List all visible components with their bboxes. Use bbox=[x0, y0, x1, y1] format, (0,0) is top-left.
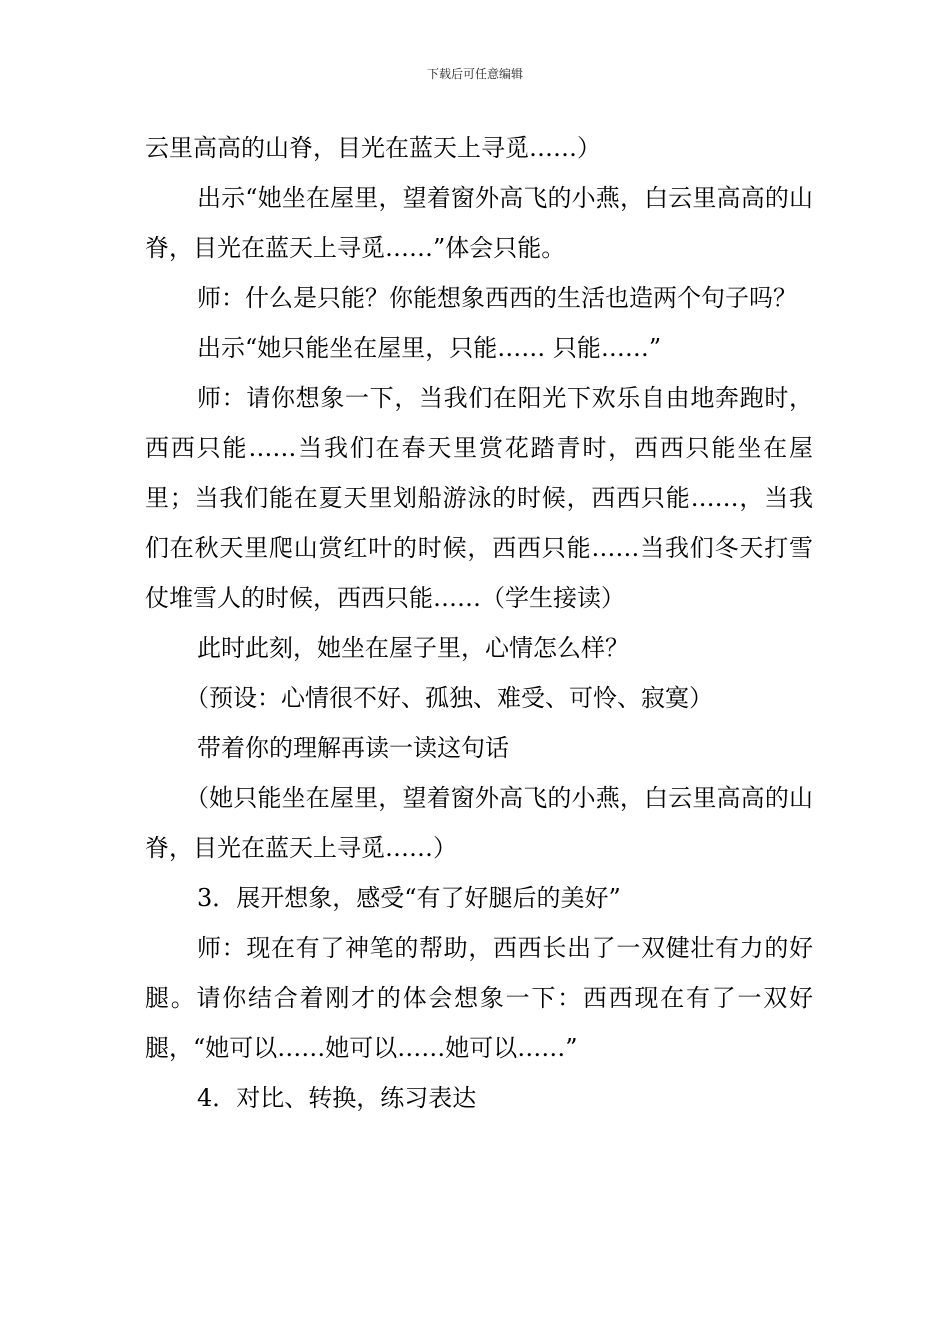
paragraph-reread-sentence: （她只能坐在屋里，望着窗外高飞的小燕，白云里高高的山脊，目光在蓝天上寻觅……） bbox=[145, 784, 813, 862]
paragraph-continuation: 云里高高的山脊，目光在蓝天上寻觅……） bbox=[145, 134, 601, 162]
document-body bbox=[145, 123, 813, 1123]
paragraph-teacher-imagine: 师：请你想象一下，当我们在阳光下欢乐自由地奔跑时，西西只能……当我们在春天里赏花踏青时，西西只能坐在屋里；当我们能在夏天里划船游泳的时候，西西只能……，当我们在秋天里爬山赏红叶的时候，西西只能……当我们冬天打雪仗堆雪人的时候，西西只能……（学生接读） bbox=[145, 384, 813, 612]
paragraph-preset-answer: （预设：心情很不好、孤独、难受、可怜、寂寞） bbox=[185, 684, 713, 712]
paragraph-mood-question: 此时此刻，她坐在屋子里，心情怎么样？ bbox=[197, 634, 629, 662]
section-heading-3: 3．展开想象，感受“有了好腿后的美好” bbox=[197, 884, 621, 912]
paragraph-display-sentence: 出示“她坐在屋里，望着窗外高飞的小燕，白云里高高的山脊，目光在蓝天上寻觅……”体会只能。 bbox=[145, 184, 813, 262]
page-header-note: 下载后可任意编辑 bbox=[426, 67, 523, 81]
paragraph-teacher-good-legs: 师：现在有了神笔的帮助，西西长出了一双健壮有力的好腿。请你结合着刚才的体会想象一下：西西现在有了一双好腿，“她可以……她可以……她可以……” bbox=[145, 934, 813, 1062]
paragraph-reread: 带着你的理解再读一读这句话 bbox=[197, 734, 509, 762]
paragraph-display-only: 出示“她只能坐在屋里，只能…… 只能……” bbox=[197, 334, 662, 362]
paragraph-teacher-question: 师：什么是只能？你能想象西西的生活也造两个句子吗？ bbox=[197, 284, 797, 312]
section-heading-4: 4．对比、转换，练习表达 bbox=[197, 1084, 477, 1112]
